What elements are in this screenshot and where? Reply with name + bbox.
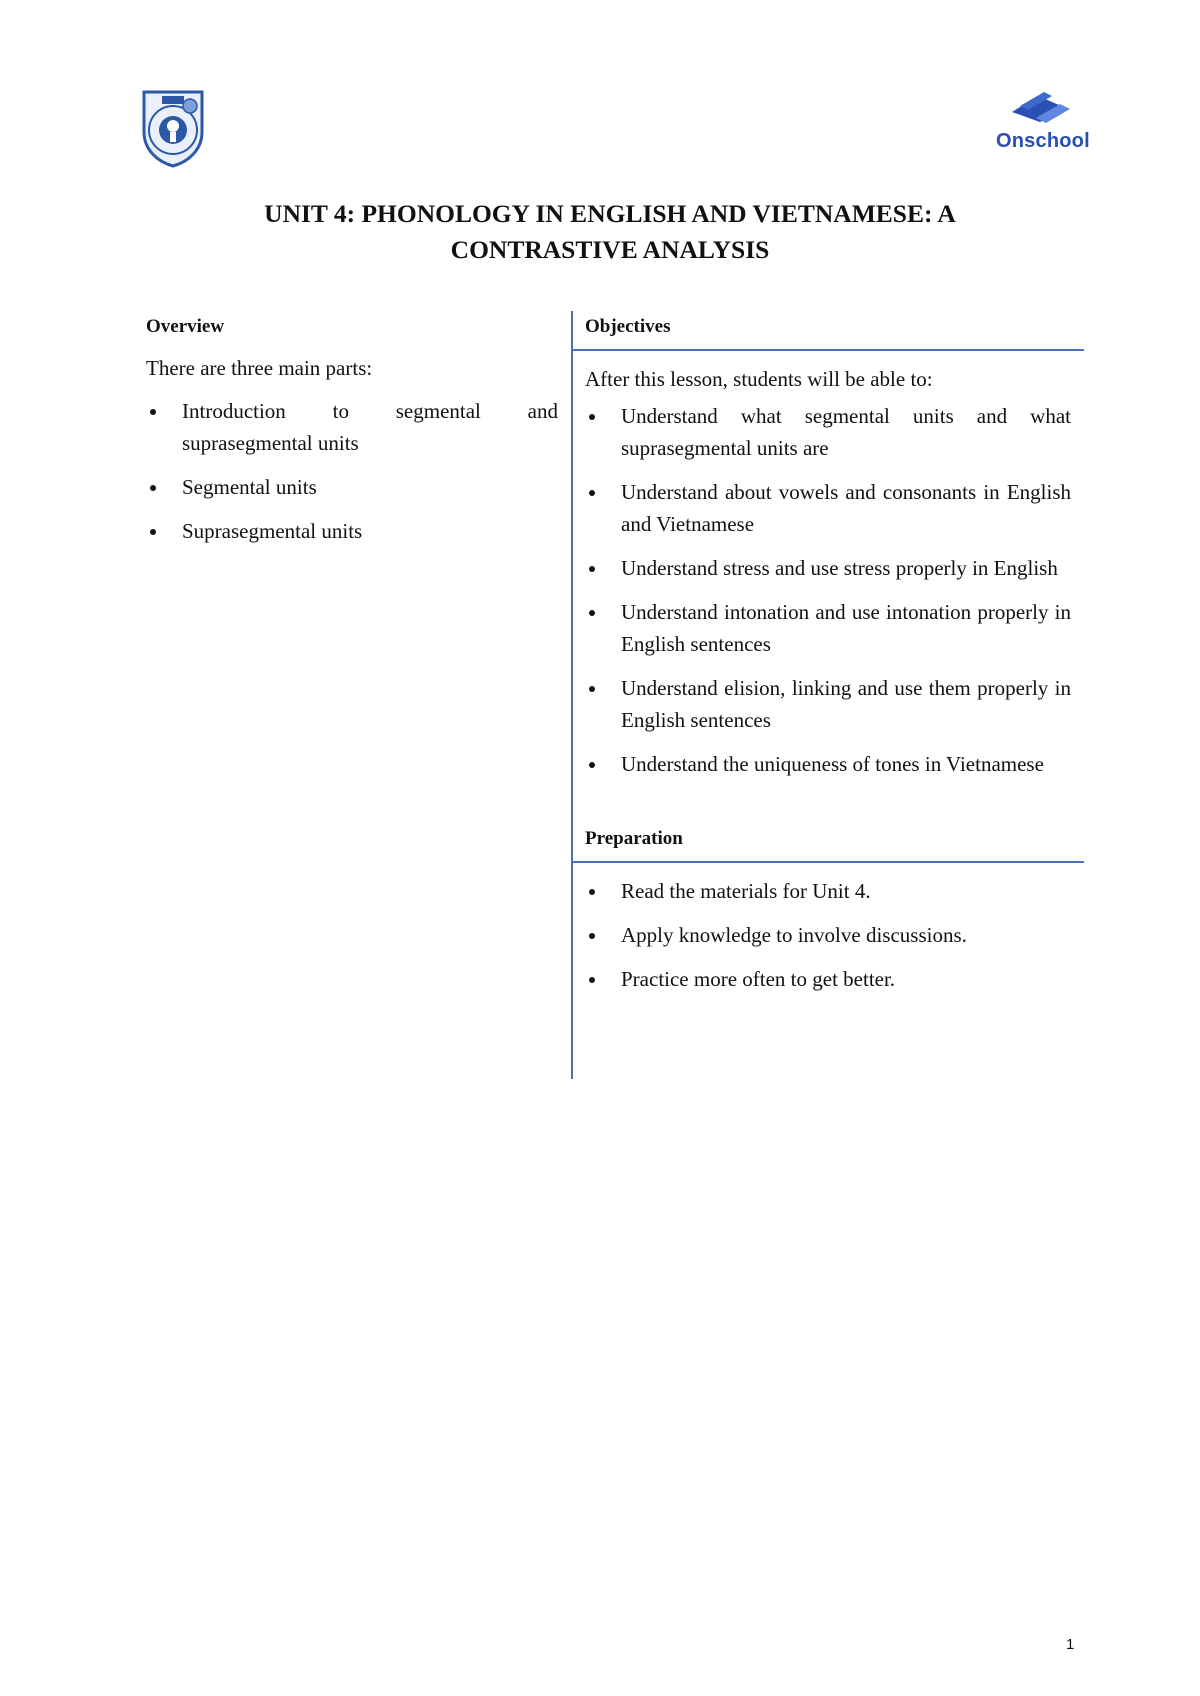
title-line-2: CONTRASTIVE ANALYSIS xyxy=(450,235,770,264)
bullet-icon xyxy=(589,977,595,983)
bullet-icon xyxy=(589,889,595,895)
preparation-rule xyxy=(572,861,1084,863)
overview-heading: Overview xyxy=(146,316,225,337)
preparation-heading: Preparation xyxy=(585,828,683,849)
right-column xyxy=(572,316,1084,1007)
list-item: Understand elision, linking and use them properly in English sentences xyxy=(585,672,1071,736)
overview-list xyxy=(146,395,558,547)
preparation-list xyxy=(572,875,1084,995)
list-item: Practice more often to get better. xyxy=(585,963,1071,995)
list-item: Apply knowledge to involve discussions. xyxy=(585,919,1071,951)
objectives-list xyxy=(572,400,1084,780)
bullet-icon xyxy=(589,414,595,420)
list-item: Understand about vowels and consonants in English and Vietnamese xyxy=(585,476,1071,540)
brand-name: Onschool xyxy=(996,130,1090,152)
bullet-icon xyxy=(589,933,595,939)
list-item: Understand intonation and use intonation properly in English sentences xyxy=(585,596,1071,660)
list-item: Understand what segmental units and what suprasegmental units are xyxy=(585,400,1071,464)
objectives-heading: Objectives xyxy=(585,316,671,337)
list-item: Understand stress and use stress properly in English xyxy=(585,552,1071,584)
overview-section xyxy=(146,316,558,559)
list-item: Read the materials for Unit 4. xyxy=(585,875,1071,907)
overview-intro: There are three main parts: xyxy=(146,356,373,380)
page-number: 1 xyxy=(1066,1636,1075,1653)
bullet-icon xyxy=(589,566,595,572)
list-item: Segmental units xyxy=(146,471,558,503)
bullet-icon xyxy=(150,409,156,415)
preparation-section xyxy=(572,828,1084,995)
objectives-rule xyxy=(572,349,1084,351)
objectives-intro: After this lesson, students will be able to: xyxy=(585,367,933,391)
bullet-icon xyxy=(589,490,595,496)
bullet-icon xyxy=(589,610,595,616)
list-item: Suprasegmental units xyxy=(146,515,558,547)
title-line-1: UNIT 4: PHONOLOGY IN ENGLISH AND VIETNAMESE: A xyxy=(264,199,956,228)
bullet-icon xyxy=(150,485,156,491)
bullet-icon xyxy=(150,529,156,535)
list-item: Introduction to segmental and suprasegmental units xyxy=(146,395,558,459)
university-seal-logo xyxy=(138,86,208,168)
bullet-icon xyxy=(589,686,595,692)
list-item: Understand the uniqueness of tones in Vietnamese xyxy=(585,748,1071,780)
objectives-section xyxy=(572,316,1084,780)
bullet-icon xyxy=(589,762,595,768)
page-title xyxy=(140,196,1080,268)
